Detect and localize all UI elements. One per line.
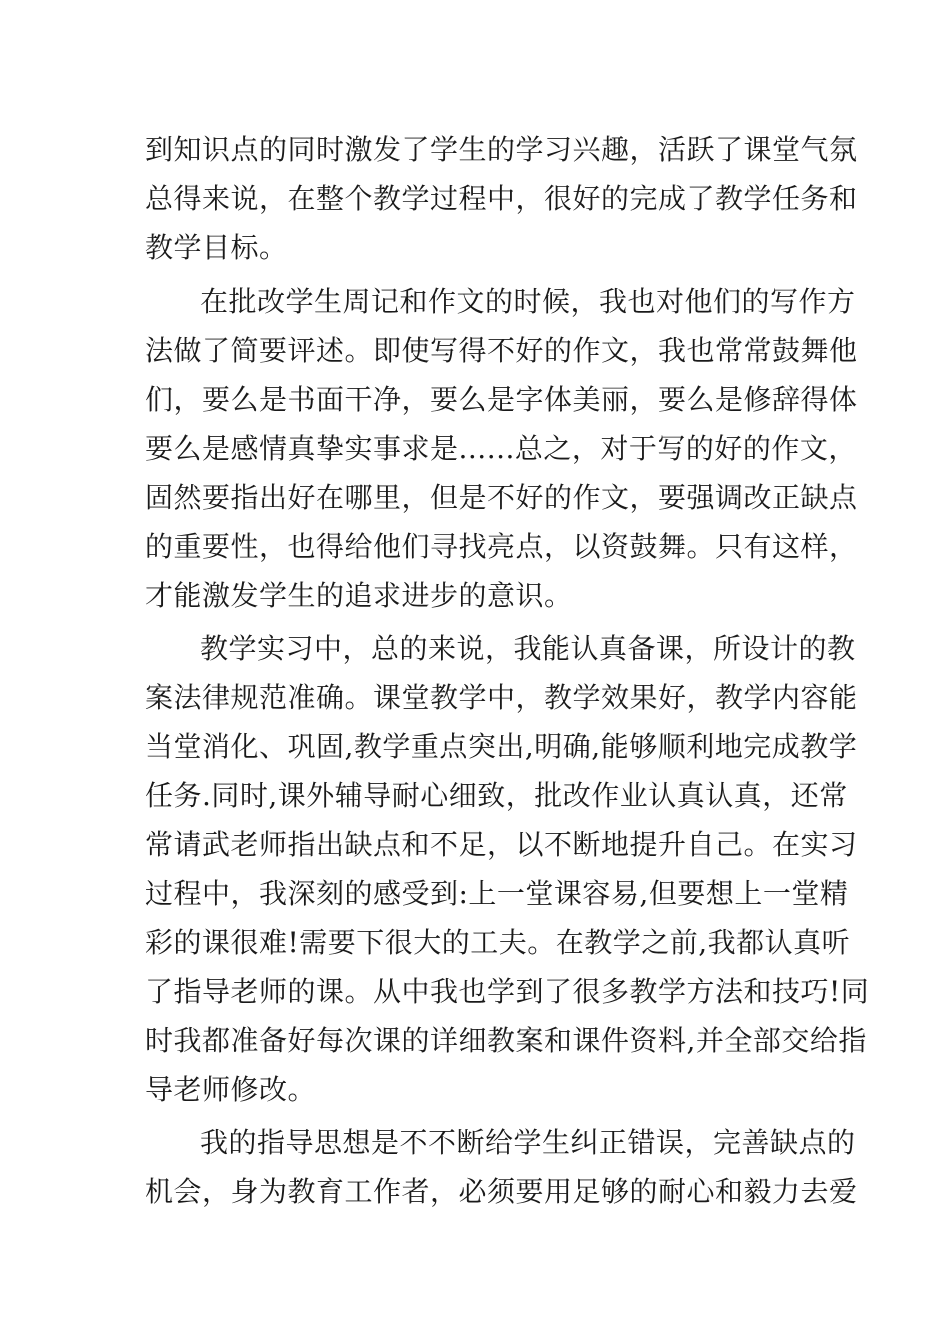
text-line: 们，要么是书面干净，要么是字体美丽，要么是修辞得体 [145, 383, 858, 416]
text-line: 时我都准备好每次课的详细教案和课件资料,并全部交给指 [145, 1024, 867, 1057]
text-line: 案法律规范准确。课堂教学中，教学效果好，教学内容能 [145, 681, 858, 714]
text-line: 机会，身为教育工作者，必须要用足够的耐心和毅力去爱 [145, 1175, 858, 1208]
paragraph-start-line: 在批改学生周记和作文的时候，我也对他们的写作方 [200, 285, 856, 318]
text-line: 才能激发学生的追求进步的意识。 [145, 579, 573, 612]
text-line: 教学目标。 [145, 231, 288, 264]
paragraph-start-line: 教学实习中，总的来说，我能认真备课，所设计的教 [200, 632, 856, 665]
text-line: 过程中，我深刻的感受到:上一堂课容易,但要想上一堂精 [145, 877, 849, 910]
text-line: 了指导老师的课。从中我也学到了很多教学方法和技巧!同 [145, 975, 870, 1008]
text-line: 到知识点的同时激发了学生的学习兴趣，活跃了课堂气氛 [145, 133, 858, 166]
text-line: 总得来说，在整个教学过程中，很好的完成了教学任务和 [145, 182, 858, 215]
text-line: 任务.同时,课外辅导耐心细致，批改作业认真认真，还常 [145, 779, 848, 812]
text-line: 彩的课很难!需要下很大的工夫。在教学之前,我都认真听 [145, 926, 851, 959]
paragraph-start-line: 我的指导思想是不不断给学生纠正错误，完善缺点的 [200, 1126, 856, 1159]
text-line: 当堂消化、巩固,教学重点突出,明确,能够顺利地完成教学 [145, 730, 858, 763]
text-line: 法做了简要评述。即使写得不好的作文，我也常常鼓舞他 [145, 334, 858, 367]
text-line: 要么是感情真挚实事求是......总之，对于写的好的作文， [145, 432, 857, 465]
text-line: 固然要指出好在哪里，但是不好的作文，要强调改正缺点 [145, 481, 858, 514]
text-line: 的重要性，也得给他们寻找亮点，以资鼓舞。只有这样， [145, 530, 858, 563]
text-line: 导老师修改。 [145, 1073, 317, 1106]
text-line: 常请武老师指出缺点和不足，以不断地提升自己。在实习 [145, 828, 858, 861]
